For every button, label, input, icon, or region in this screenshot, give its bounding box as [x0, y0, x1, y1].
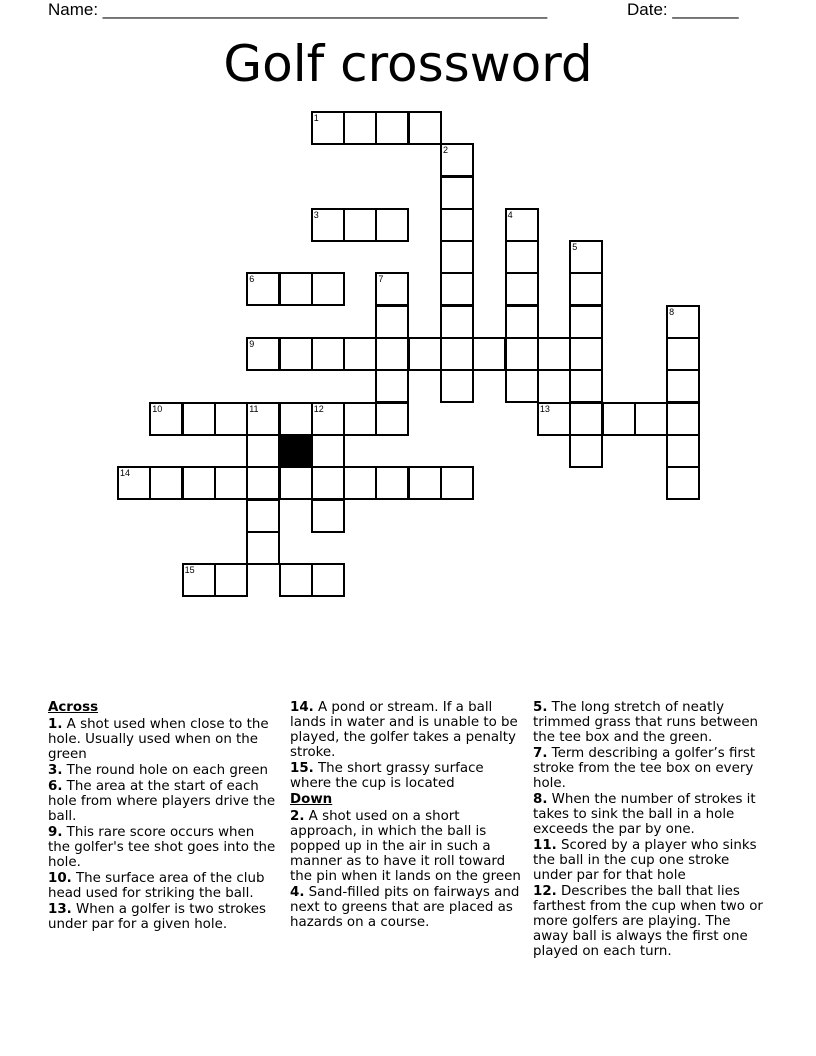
grid-cell[interactable]	[182, 563, 216, 597]
grid-cell[interactable]	[537, 337, 571, 371]
clue-number: 9.	[48, 825, 63, 840]
across-heading: Across	[48, 700, 99, 715]
grid-cell[interactable]	[375, 208, 409, 242]
grid-cell[interactable]	[311, 111, 345, 145]
clue-number-label: 6	[249, 274, 255, 285]
grid-cell[interactable]	[505, 305, 539, 339]
clue-number-label: 15	[184, 565, 195, 576]
grid-cell[interactable]	[311, 466, 345, 500]
grid-cell[interactable]	[375, 272, 409, 306]
grid-cell[interactable]	[440, 240, 474, 274]
clue-text: Term describing a golfer’s first stroke from the tee box on every hole.	[533, 746, 756, 791]
clue-number: 3.	[48, 763, 63, 778]
grid-cell[interactable]	[214, 466, 248, 500]
grid-cell[interactable]	[311, 563, 345, 597]
clue-number-label: 4	[507, 209, 513, 220]
clue-number: 6.	[48, 779, 63, 794]
grid-cell[interactable]	[149, 466, 183, 500]
clue-down-7	[533, 746, 769, 791]
clue-number: 11.	[533, 838, 557, 853]
clue-across-15	[290, 761, 522, 791]
clue-number: 4.	[290, 885, 305, 900]
clue-down-12	[533, 884, 769, 959]
clues-column-1	[48, 700, 278, 933]
clue-number-label: 14	[120, 468, 131, 479]
clue-number: 7.	[533, 746, 548, 761]
grid-cell[interactable]	[246, 466, 280, 500]
grid-cell[interactable]	[408, 337, 442, 371]
black-square	[279, 434, 313, 468]
grid-cell[interactable]	[343, 402, 377, 436]
grid-cell[interactable]	[440, 176, 474, 210]
clue-text: When a golfer is two strokes under par for a given hole.	[48, 902, 267, 932]
grid-cell[interactable]	[440, 305, 474, 339]
grid-cell[interactable]	[311, 272, 345, 306]
clue-across-3	[48, 763, 278, 778]
grid-cell[interactable]	[408, 111, 442, 145]
grid-cell[interactable]	[602, 402, 636, 436]
grid-cell[interactable]	[634, 402, 668, 436]
clue-number-label: 5	[572, 242, 578, 253]
grid-cell[interactable]	[408, 466, 442, 500]
clue-number: 5.	[533, 700, 548, 715]
grid-cell[interactable]	[537, 402, 571, 436]
grid-cell[interactable]	[343, 337, 377, 371]
grid-cell[interactable]	[666, 337, 700, 371]
grid-cell[interactable]	[375, 369, 409, 403]
grid-cell[interactable]	[279, 272, 313, 306]
clue-number: 1.	[48, 717, 63, 732]
page-title: Golf crossword	[223, 35, 593, 93]
grid-cell[interactable]	[246, 337, 280, 371]
grid-cell[interactable]	[440, 143, 474, 177]
grid-cell[interactable]	[505, 208, 539, 242]
clue-number-label: 12	[313, 403, 324, 414]
clue-across-14	[290, 700, 522, 760]
grid-cell[interactable]	[440, 337, 474, 371]
grid-cell[interactable]	[569, 337, 603, 371]
grid-cell[interactable]	[279, 466, 313, 500]
grid-cell[interactable]	[246, 434, 280, 468]
clue-number-label: 7	[378, 274, 384, 285]
grid-cell[interactable]	[214, 402, 248, 436]
clue-down-5	[533, 700, 769, 745]
clue-across-9	[48, 825, 278, 870]
grid-cell[interactable]	[375, 402, 409, 436]
clue-number-label: 13	[539, 403, 550, 414]
clue-number: 12.	[533, 884, 557, 899]
clue-text: The short grassy surface where the cup is located	[290, 761, 484, 791]
grid-cell[interactable]	[149, 402, 183, 436]
down-heading: Down	[290, 792, 333, 807]
clue-number-label: 11	[249, 403, 259, 414]
grid-cell[interactable]	[505, 337, 539, 371]
clue-text: This rare score occurs when the golfer's tee shot goes into the hole.	[48, 825, 276, 870]
clue-number-label: 10	[152, 403, 163, 414]
grid-cell[interactable]	[311, 337, 345, 371]
clue-text: A pond or stream. If a ball lands in water and is unable to be played, the golfer takes a penalty stroke.	[290, 700, 518, 760]
grid-cell[interactable]	[214, 563, 248, 597]
clue-across-1	[48, 717, 278, 762]
grid-cell[interactable]	[182, 466, 216, 500]
grid-cell[interactable]	[666, 305, 700, 339]
clues-column-3	[533, 700, 769, 960]
grid-cell[interactable]	[440, 272, 474, 306]
clue-number-label: 1	[313, 112, 319, 123]
grid-cell[interactable]	[440, 208, 474, 242]
grid-cell[interactable]	[666, 466, 700, 500]
grid-cell[interactable]	[311, 499, 345, 533]
grid-cell[interactable]	[440, 369, 474, 403]
grid-cell[interactable]	[375, 337, 409, 371]
clue-down-4	[290, 885, 522, 930]
grid-cell[interactable]	[666, 369, 700, 403]
grid-cell[interactable]	[343, 111, 377, 145]
grid-cell[interactable]	[505, 240, 539, 274]
grid-cell[interactable]	[246, 272, 280, 306]
grid-cell[interactable]	[311, 434, 345, 468]
clue-across-6	[48, 779, 278, 824]
clue-number: 15.	[290, 761, 314, 776]
grid-cell[interactable]	[375, 111, 409, 145]
clue-number-label: 3	[313, 209, 319, 220]
grid-cell[interactable]	[505, 369, 539, 403]
grid-cell[interactable]	[440, 466, 474, 500]
clue-text: A shot used when close to the hole. Usually used when on the green	[48, 717, 269, 762]
clue-text: The round hole on each green	[66, 763, 269, 778]
grid-cell[interactable]	[343, 466, 377, 500]
clue-text: Describes the ball that lies farthest from the cup when two or more golfers are playing. The away ball is always the first one played on each turn.	[533, 884, 763, 959]
date-field-label: Date: _______	[627, 0, 739, 19]
grid-cell[interactable]	[472, 337, 506, 371]
grid-cell[interactable]	[311, 208, 345, 242]
grid-cell[interactable]	[279, 563, 313, 597]
name-field-label: Name: _______________________________________________	[48, 0, 548, 19]
clues-column-2	[290, 700, 522, 931]
grid-cell[interactable]	[117, 466, 151, 500]
grid-cell[interactable]	[569, 240, 603, 274]
grid-cell[interactable]	[569, 272, 603, 306]
clue-across-13	[48, 902, 278, 932]
clue-across-10	[48, 871, 278, 901]
grid-cell[interactable]	[279, 402, 313, 436]
clue-text: The area at the start of each hole from where players drive the ball.	[48, 779, 276, 824]
grid-cell[interactable]	[569, 434, 603, 468]
grid-cell[interactable]	[375, 305, 409, 339]
grid-cell[interactable]	[569, 369, 603, 403]
grid-cell[interactable]	[569, 305, 603, 339]
grid-cell[interactable]	[311, 402, 345, 436]
grid-cell[interactable]	[666, 434, 700, 468]
grid-cell[interactable]	[246, 402, 280, 436]
clue-number: 2.	[290, 809, 305, 824]
grid-cell[interactable]	[246, 531, 280, 565]
clue-text: The surface area of the club head used for striking the ball.	[48, 871, 265, 901]
grid-cell[interactable]	[666, 402, 700, 436]
clue-text: Scored by a player who sinks the ball in the cup one stroke under par for that hole	[533, 838, 757, 883]
clue-down-11	[533, 838, 769, 883]
clue-down-2	[290, 809, 522, 884]
grid-cell[interactable]	[505, 272, 539, 306]
grid-cell[interactable]	[569, 402, 603, 436]
clue-down-8	[533, 792, 769, 837]
clue-number: 13.	[48, 902, 72, 917]
clue-number-label: 8	[669, 306, 675, 317]
clue-text: When the number of strokes it takes to sink the ball in a hole exceeds the par by one.	[533, 792, 756, 837]
grid-cell[interactable]	[279, 337, 313, 371]
clue-number: 14.	[290, 700, 314, 715]
clue-number: 10.	[48, 871, 72, 886]
grid-cell[interactable]	[375, 466, 409, 500]
clue-text: The long stretch of neatly trimmed grass that runs between the tee box and the green.	[533, 700, 759, 745]
clue-text: A shot used on a short approach, in which the ball is popped up in the air in such a manner as to have it roll toward the pin when it lands on the green	[290, 809, 521, 884]
clue-number-label: 2	[443, 145, 449, 156]
clue-text: Sand-filled pits on fairways and next to greens that are placed as hazards on a course.	[290, 885, 520, 930]
grid-cell[interactable]	[246, 499, 280, 533]
clue-number: 8.	[533, 792, 548, 807]
grid-cell[interactable]	[182, 402, 216, 436]
grid-cell[interactable]	[343, 208, 377, 242]
clue-number-label: 9	[249, 339, 255, 349]
